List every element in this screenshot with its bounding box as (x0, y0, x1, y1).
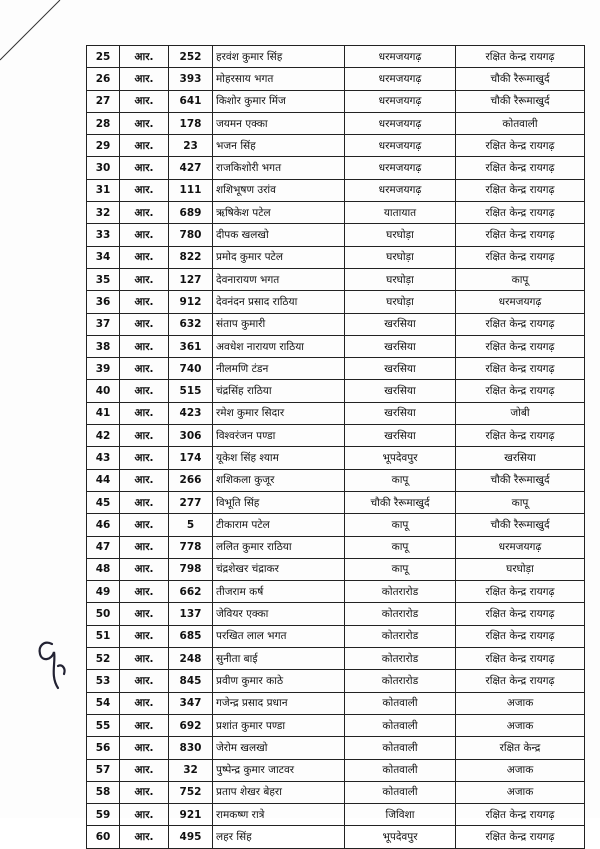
rank-cell: आर. (120, 224, 169, 246)
rank-cell: आर. (120, 759, 169, 781)
badge-number-cell: 752 (169, 781, 213, 803)
employee-name-cell: विभूति सिंह (213, 491, 345, 513)
badge-number-cell: 252 (169, 46, 213, 68)
rank-cell: आर. (120, 112, 169, 134)
rank-cell: आर. (120, 603, 169, 625)
employee-name-cell: चंद्रशेखर चंद्राकर (213, 558, 345, 580)
badge-number-cell: 127 (169, 268, 213, 290)
serial-number-cell: 34 (87, 246, 120, 268)
employee-name-cell: प्रताप शेखर बेहरा (213, 781, 345, 803)
serial-number-cell: 40 (87, 380, 120, 402)
employee-name-cell: पुष्पेन्द्र कुमार जाटवर (213, 759, 345, 781)
current-posting-cell: कोतवाली (345, 692, 456, 714)
badge-number-cell: 689 (169, 202, 213, 224)
serial-number-cell: 30 (87, 157, 120, 179)
current-posting-cell: घरघोड़ा (345, 268, 456, 290)
current-posting-cell: धरमजयगढ़ (345, 112, 456, 134)
transfer-posting-cell: कापू (456, 491, 585, 513)
transfer-posting-cell: रक्षित केन्द्र रायगढ़ (456, 804, 585, 826)
badge-number-cell: 178 (169, 112, 213, 134)
serial-number-cell: 26 (87, 68, 120, 90)
serial-number-cell: 41 (87, 402, 120, 424)
rank-cell: आर. (120, 692, 169, 714)
employee-name-cell: दीपक खलखो (213, 224, 345, 246)
current-posting-cell: धरमजयगढ़ (345, 135, 456, 157)
serial-number-cell: 42 (87, 425, 120, 447)
table-row (87, 425, 585, 447)
transfer-posting-cell: घरघोड़ा (456, 558, 585, 580)
employee-name-cell: रामकष्ण रात्रे (213, 804, 345, 826)
badge-number-cell: 822 (169, 246, 213, 268)
serial-number-cell: 45 (87, 491, 120, 513)
badge-number-cell: 912 (169, 291, 213, 313)
serial-number-cell: 27 (87, 90, 120, 112)
serial-number-cell: 50 (87, 603, 120, 625)
table-row (87, 603, 585, 625)
table-row (87, 759, 585, 781)
handwritten-signature (22, 636, 82, 696)
current-posting-cell: खरसिया (345, 358, 456, 380)
transfer-posting-cell: चौकी रैरूमाखुर्द (456, 514, 585, 536)
serial-number-cell: 37 (87, 313, 120, 335)
employee-name-cell: यूकेश सिंह श्याम (213, 447, 345, 469)
transfer-posting-cell: रक्षित केन्द्र रायगढ़ (456, 46, 585, 68)
rank-cell: आर. (120, 46, 169, 68)
transfer-posting-cell: अजाक (456, 692, 585, 714)
employee-name-cell: जयमन एक्का (213, 112, 345, 134)
table-row (87, 714, 585, 736)
serial-number-cell: 36 (87, 291, 120, 313)
transfer-posting-cell: जोबी (456, 402, 585, 424)
transfer-posting-cell: रक्षित केन्द्र रायगढ़ (456, 670, 585, 692)
serial-number-cell: 53 (87, 670, 120, 692)
badge-number-cell: 921 (169, 804, 213, 826)
current-posting-cell: खरसिया (345, 425, 456, 447)
rank-cell: आर. (120, 402, 169, 424)
serial-number-cell: 48 (87, 558, 120, 580)
transfer-posting-cell: रक्षित केन्द्र रायगढ़ (456, 179, 585, 201)
transfer-posting-cell: खरसिया (456, 447, 585, 469)
table-row (87, 179, 585, 201)
badge-number-cell: 495 (169, 826, 213, 848)
serial-number-cell: 25 (87, 46, 120, 68)
employee-name-cell: चंद्रसिंह राठिया (213, 380, 345, 402)
transfer-posting-cell: रक्षित केन्द्र रायगढ़ (456, 826, 585, 848)
table-row (87, 224, 585, 246)
employee-name-cell: लहर सिंह (213, 826, 345, 848)
rank-cell: आर. (120, 514, 169, 536)
employee-name-cell: प्रवीण कुमार काठे (213, 670, 345, 692)
serial-number-cell: 33 (87, 224, 120, 246)
serial-number-cell: 44 (87, 469, 120, 491)
serial-number-cell: 35 (87, 268, 120, 290)
badge-number-cell: 515 (169, 380, 213, 402)
current-posting-cell: चौकी रैरूमाखुर्द (345, 491, 456, 513)
rank-cell: आर. (120, 335, 169, 357)
table-row (87, 246, 585, 268)
current-posting-cell: कोतवाली (345, 781, 456, 803)
current-posting-cell: भूपदेवपुर (345, 826, 456, 848)
badge-number-cell: 111 (169, 179, 213, 201)
serial-number-cell: 32 (87, 202, 120, 224)
employee-name-cell: राजकिशोरी भगत (213, 157, 345, 179)
current-posting-cell: कोतवाली (345, 759, 456, 781)
current-posting-cell: धरमजयगढ़ (345, 157, 456, 179)
serial-number-cell: 51 (87, 625, 120, 647)
table-row (87, 826, 585, 848)
badge-number-cell: 393 (169, 68, 213, 90)
transfer-posting-cell: धरमजयगढ़ (456, 291, 585, 313)
transfer-posting-cell: रक्षित केन्द्र रायगढ़ (456, 603, 585, 625)
current-posting-cell: धरमजयगढ़ (345, 68, 456, 90)
badge-number-cell: 306 (169, 425, 213, 447)
table-row (87, 648, 585, 670)
table-row (87, 670, 585, 692)
serial-number-cell: 31 (87, 179, 120, 201)
rank-cell: आर. (120, 670, 169, 692)
table-row (87, 536, 585, 558)
serial-number-cell: 58 (87, 781, 120, 803)
current-posting-cell: कोतरारोड (345, 670, 456, 692)
table-row (87, 625, 585, 647)
rank-cell: आर. (120, 737, 169, 759)
badge-number-cell: 740 (169, 358, 213, 380)
employee-name-cell: किशोर कुमार मिंज (213, 90, 345, 112)
current-posting-cell: कापू (345, 536, 456, 558)
current-posting-cell: कापू (345, 469, 456, 491)
current-posting-cell: कोतरारोड (345, 603, 456, 625)
badge-number-cell: 780 (169, 224, 213, 246)
table-row (87, 692, 585, 714)
serial-number-cell: 29 (87, 135, 120, 157)
transfer-posting-cell: अजाक (456, 714, 585, 736)
table-row (87, 90, 585, 112)
current-posting-cell: खरसिया (345, 402, 456, 424)
serial-number-cell: 59 (87, 804, 120, 826)
table-row (87, 157, 585, 179)
table-row (87, 581, 585, 603)
rank-cell: आर. (120, 804, 169, 826)
current-posting-cell: खरसिया (345, 335, 456, 357)
badge-number-cell: 277 (169, 491, 213, 513)
badge-number-cell: 248 (169, 648, 213, 670)
table-row (87, 558, 585, 580)
transfer-posting-cell: चौकी रैरूमाखुर्द (456, 90, 585, 112)
employee-name-cell: नीलमणि टंडन (213, 358, 345, 380)
serial-number-cell: 39 (87, 358, 120, 380)
current-posting-cell: कापू (345, 558, 456, 580)
badge-number-cell: 798 (169, 558, 213, 580)
table-row (87, 402, 585, 424)
employee-name-cell: अवधेश नारायण राठिया (213, 335, 345, 357)
rank-cell: आर. (120, 648, 169, 670)
transfer-posting-cell: रक्षित केन्द्र रायगढ़ (456, 358, 585, 380)
current-posting-cell: कापू (345, 514, 456, 536)
serial-number-cell: 43 (87, 447, 120, 469)
transfer-posting-cell: रक्षित केन्द्र रायगढ़ (456, 224, 585, 246)
serial-number-cell: 28 (87, 112, 120, 134)
table-row (87, 46, 585, 68)
rank-cell: आर. (120, 469, 169, 491)
current-posting-cell: जिविशा (345, 804, 456, 826)
transfer-posting-cell: रक्षित केन्द्र रायगढ़ (456, 648, 585, 670)
rank-cell: आर. (120, 781, 169, 803)
employee-name-cell: मोहरसाय भगत (213, 68, 345, 90)
employee-name-cell: संताप कुमारी (213, 313, 345, 335)
badge-number-cell: 361 (169, 335, 213, 357)
badge-number-cell: 347 (169, 692, 213, 714)
serial-number-cell: 38 (87, 335, 120, 357)
badge-number-cell: 423 (169, 402, 213, 424)
current-posting-cell: यातायात (345, 202, 456, 224)
badge-number-cell: 137 (169, 603, 213, 625)
rank-cell: आर. (120, 358, 169, 380)
transfer-posting-cell: अजाक (456, 759, 585, 781)
transfer-posting-cell: रक्षित केन्द्र रायगढ़ (456, 313, 585, 335)
rank-cell: आर. (120, 425, 169, 447)
employee-name-cell: जेरोम खलखो (213, 737, 345, 759)
rank-cell: आर. (120, 135, 169, 157)
badge-number-cell: 845 (169, 670, 213, 692)
badge-number-cell: 174 (169, 447, 213, 469)
current-posting-cell: घरघोड़ा (345, 246, 456, 268)
transfer-posting-cell: रक्षित केन्द्र रायगढ़ (456, 202, 585, 224)
rank-cell: आर. (120, 826, 169, 848)
table-row (87, 313, 585, 335)
table-row (87, 135, 585, 157)
table-row (87, 804, 585, 826)
current-posting-cell: खरसिया (345, 380, 456, 402)
rank-cell: आर. (120, 246, 169, 268)
employee-name-cell: प्रमोद कुमार पटेल (213, 246, 345, 268)
rank-cell: आर. (120, 714, 169, 736)
employee-name-cell: विश्वरंजन पण्डा (213, 425, 345, 447)
table-row (87, 202, 585, 224)
badge-number-cell: 23 (169, 135, 213, 157)
employee-name-cell: ललित कुमार राठिया (213, 536, 345, 558)
transfer-posting-cell: रक्षित केन्द्र रायगढ़ (456, 581, 585, 603)
rank-cell: आर. (120, 68, 169, 90)
employee-name-cell: सुनीता बाई (213, 648, 345, 670)
rank-cell: आर. (120, 581, 169, 603)
current-posting-cell: घरघोड़ा (345, 291, 456, 313)
badge-number-cell: 32 (169, 759, 213, 781)
rank-cell: आर. (120, 491, 169, 513)
table-row (87, 268, 585, 290)
table-row (87, 335, 585, 357)
transfer-posting-cell: चौकी रैरूमाखुर्द (456, 469, 585, 491)
current-posting-cell: कोतरारोड (345, 648, 456, 670)
rank-cell: आर. (120, 157, 169, 179)
employee-name-cell: जेवियर एक्का (213, 603, 345, 625)
transfer-posting-cell: रक्षित केन्द्र रायगढ़ (456, 380, 585, 402)
current-posting-cell: कोतवाली (345, 737, 456, 759)
badge-number-cell: 692 (169, 714, 213, 736)
table-row (87, 781, 585, 803)
badge-number-cell: 662 (169, 581, 213, 603)
serial-number-cell: 60 (87, 826, 120, 848)
serial-number-cell: 47 (87, 536, 120, 558)
employee-name-cell: टीकाराम पटेल (213, 514, 345, 536)
current-posting-cell: धरमजयगढ़ (345, 90, 456, 112)
serial-number-cell: 52 (87, 648, 120, 670)
employee-name-cell: देवनंदन प्रसाद राठिया (213, 291, 345, 313)
page-fold-line (0, 0, 100, 100)
rank-cell: आर. (120, 90, 169, 112)
serial-number-cell: 46 (87, 514, 120, 536)
employee-name-cell: रमेश कुमार सिदार (213, 402, 345, 424)
transfer-posting-cell: रक्षित केन्द्र रायगढ़ (456, 425, 585, 447)
employee-name-cell: शशिभूषण उरांव (213, 179, 345, 201)
employee-name-cell: देवनारायण भगत (213, 268, 345, 290)
rank-cell: आर. (120, 625, 169, 647)
transfer-posting-cell: रक्षित केन्द्र रायगढ़ (456, 625, 585, 647)
rank-cell: आर. (120, 268, 169, 290)
serial-number-cell: 54 (87, 692, 120, 714)
current-posting-cell: कोतवाली (345, 714, 456, 736)
rank-cell: आर. (120, 536, 169, 558)
table-row (87, 112, 585, 134)
table-row (87, 358, 585, 380)
current-posting-cell: कोतरारोड (345, 581, 456, 603)
rank-cell: आर. (120, 447, 169, 469)
rank-cell: आर. (120, 291, 169, 313)
employee-name-cell: भजन सिंह (213, 135, 345, 157)
badge-number-cell: 266 (169, 469, 213, 491)
employee-name-cell: तीजराम कर्ष (213, 581, 345, 603)
current-posting-cell: घरघोड़ा (345, 224, 456, 246)
transfer-posting-cell: चौकी रैरूमाखुर्द (456, 68, 585, 90)
table-row (87, 514, 585, 536)
serial-number-cell: 56 (87, 737, 120, 759)
badge-number-cell: 778 (169, 536, 213, 558)
current-posting-cell: खरसिया (345, 313, 456, 335)
transfer-posting-cell: रक्षित केन्द्र (456, 737, 585, 759)
transfer-posting-cell: कापू (456, 268, 585, 290)
table-row (87, 737, 585, 759)
rank-cell: आर. (120, 202, 169, 224)
employee-name-cell: गजेन्द्र प्रसाद प्रधान (213, 692, 345, 714)
transfer-posting-cell: कोतवाली (456, 112, 585, 134)
serial-number-cell: 55 (87, 714, 120, 736)
rank-cell: आर. (120, 179, 169, 201)
employee-name-cell: परखित लाल भगत (213, 625, 345, 647)
table-row (87, 491, 585, 513)
badge-number-cell: 5 (169, 514, 213, 536)
transfer-posting-cell: रक्षित केन्द्र रायगढ़ (456, 246, 585, 268)
transfer-table (86, 45, 585, 849)
rank-cell: आर. (120, 380, 169, 402)
rank-cell: आर. (120, 313, 169, 335)
transfer-table-body (87, 46, 585, 849)
current-posting-cell: धरमजयगढ़ (345, 46, 456, 68)
employee-name-cell: शशिकला कुजूर (213, 469, 345, 491)
serial-number-cell: 49 (87, 581, 120, 603)
transfer-posting-cell: धरमजयगढ़ (456, 536, 585, 558)
table-row (87, 291, 585, 313)
employee-name-cell: ऋषिकेश पटेल (213, 202, 345, 224)
transfer-posting-cell: रक्षित केन्द्र रायगढ़ (456, 135, 585, 157)
badge-number-cell: 632 (169, 313, 213, 335)
employee-name-cell: हरवंश कुमार सिंह (213, 46, 345, 68)
current-posting-cell: धरमजयगढ़ (345, 179, 456, 201)
badge-number-cell: 830 (169, 737, 213, 759)
transfer-posting-cell: रक्षित केन्द्र रायगढ़ (456, 157, 585, 179)
badge-number-cell: 427 (169, 157, 213, 179)
table-row (87, 68, 585, 90)
rank-cell: आर. (120, 558, 169, 580)
employee-name-cell: प्रशांत कुमार पण्डा (213, 714, 345, 736)
table-row (87, 380, 585, 402)
badge-number-cell: 685 (169, 625, 213, 647)
badge-number-cell: 641 (169, 90, 213, 112)
table-row (87, 447, 585, 469)
transfer-posting-cell: अजाक (456, 781, 585, 803)
serial-number-cell: 57 (87, 759, 120, 781)
transfer-posting-cell: रक्षित केन्द्र रायगढ़ (456, 335, 585, 357)
current-posting-cell: भूपदेवपुर (345, 447, 456, 469)
table-row (87, 469, 585, 491)
current-posting-cell: कोतरारोड (345, 625, 456, 647)
